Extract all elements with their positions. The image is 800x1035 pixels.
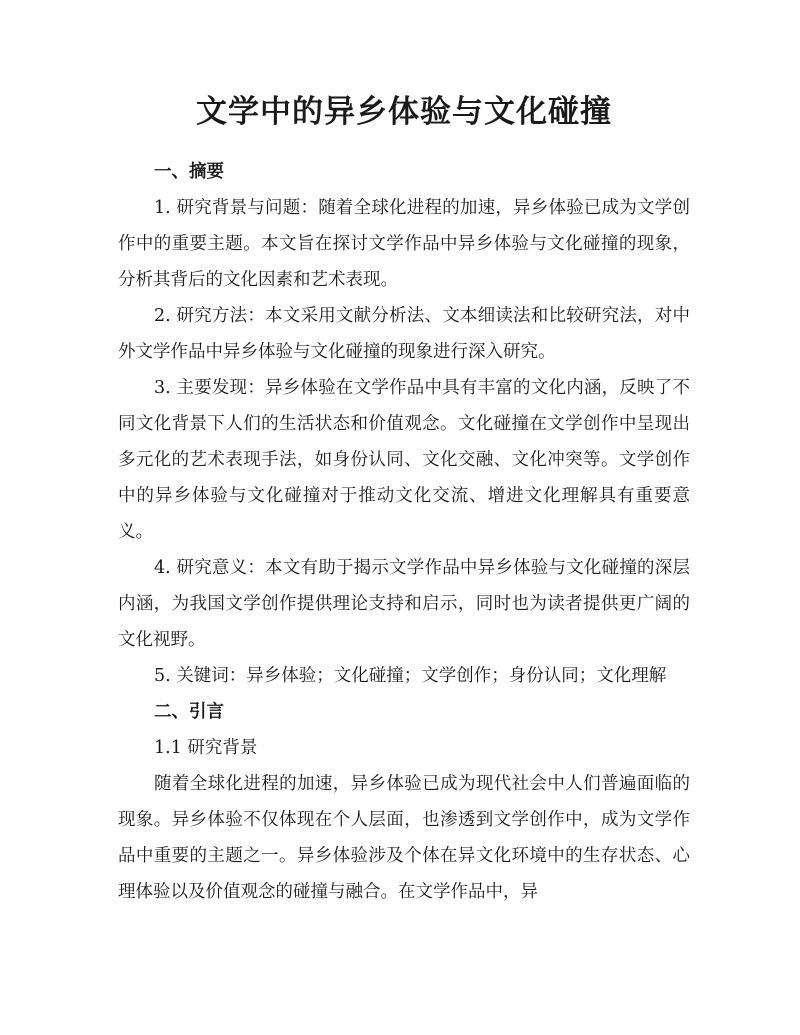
document-title: 文学中的异乡体验与文化碰撞	[196, 94, 612, 130]
abstract-paragraph-keywords: 5. 关键词：异乡体验；文化碰撞；文学创作；身份认同；文化理解	[154, 666, 667, 686]
section-heading-abstract: 一、摘要	[154, 162, 224, 182]
abstract-paragraph-methods: 2. 研究方法：本文采用文献分析法、文本细读法和比较研究法，对中外文学作品中异乡体验与文化碰撞的现象进行深入研究。	[118, 306, 690, 362]
abstract-paragraph-background: 1. 研究背景与问题：随着全球化进程的加速，异乡体验已成为文学创作中的重要主题。本文旨在探讨文学作品中异乡体验与文化碰撞的现象，分析其背后的文化因素和艺术表现。	[118, 198, 690, 290]
introduction-paragraph: 随着全球化进程的加速，异乡体验已成为现代社会中人们普遍面临的现象。异乡体验不仅体现在个人层面，也渗透到文学创作中，成为文学作品中重要的主题之一。异乡体验涉及个体在异文化环境中的生存状态、心理体验以及价值观念的碰撞与融合。在文学作品中，异	[118, 774, 690, 902]
section-heading-introduction: 二、引言	[154, 702, 224, 722]
abstract-paragraph-findings: 3. 主要发现：异乡体验在文学作品中具有丰富的文化内涵，反映了不同文化背景下人们的生活状态和价值观念。文化碰撞在文学创作中呈现出多元化的艺术表现手法，如身份认同、文化交融、文化冲突等。文学创作中的异乡体验与文化碰撞对于推动文化交流、增进文化理解具有重要意义。	[118, 378, 690, 542]
abstract-paragraph-significance: 4. 研究意义：本文有助于揭示文学作品中异乡体验与文化碰撞的深层内涵，为我国文学创作提供理论支持和启示，同时也为读者提供更广阔的文化视野。	[118, 558, 690, 650]
subheading-research-background: 1.1 研究背景	[154, 738, 258, 758]
